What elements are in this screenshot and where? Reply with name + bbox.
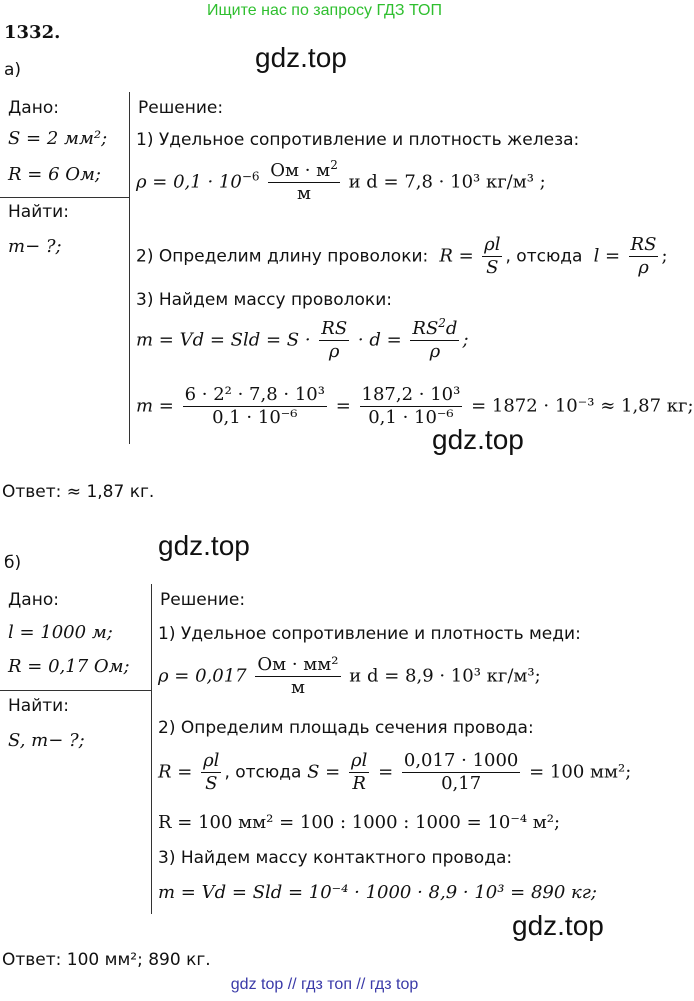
- divider-vertical: [151, 584, 152, 914]
- unit-conversion: R = 100 мм² = 100 : 1000 : 1000 = 10⁻⁴ м²;: [158, 812, 561, 833]
- watermark: gdz.top: [432, 424, 524, 455]
- mass-calculation: m = Vd = Sld = 10⁻⁴ · 1000 · 8,9 · 10³ = 890 кг;: [158, 882, 597, 903]
- find-value: m− ?;: [8, 236, 62, 257]
- solution-step-3: 3) Найдем массу контактного провода:: [158, 848, 513, 868]
- answer-b: Ответ: 100 мм²; 890 кг.: [2, 950, 211, 970]
- given-resistance: R = 0,17 Ом;: [8, 656, 130, 677]
- find-value: S, m− ?;: [8, 730, 85, 751]
- solution-title: Решение:: [138, 98, 224, 118]
- mass-formula: m = Vd = Sld = S · $\frac{RS}{\rho}$ · d = $\frac{RS^2d}{\rho}$ ;: [136, 316, 469, 362]
- area-formula: R = $\frac{\rho l}{S}$ , отсюда S = $\frac{\rho l}{R}$ = $\frac{0,017 \cdot 1000}{0,17}$ = 100 мм²;: [158, 750, 632, 794]
- part-b-label: б): [4, 553, 22, 573]
- solution-step-1: 1) Удельное сопротивление и плотность железа:: [136, 130, 580, 150]
- problem-number: 1332.: [4, 22, 61, 43]
- answer-a: Ответ: ≈ 1,87 кг.: [2, 482, 155, 502]
- divider-vertical: [129, 92, 130, 444]
- footer-links: gdz top // гдз топ // гдз top: [230, 976, 419, 993]
- find-title: Найти:: [8, 696, 69, 716]
- given-length: l = 1000 м;: [8, 622, 113, 643]
- solution-step-2: 2) Определим площадь сечения провода:: [158, 718, 534, 738]
- search-banner: Ищите нас по запросу ГДЗ ТОП: [207, 2, 442, 19]
- part-a-label: а): [4, 60, 22, 80]
- solution-step-2: 2) Определим длину проволоки: R = $\frac{\rho l}{S}$ , отсюда l = $\frac{RS}{\rho}$ ;: [136, 234, 668, 278]
- watermark: gdz.top: [158, 530, 250, 561]
- divider-horizontal: [0, 197, 130, 198]
- watermark: gdz.top: [255, 42, 347, 73]
- solution-step-1: 1) Удельное сопротивление и плотность меди:: [158, 624, 581, 644]
- given-title: Дано:: [8, 98, 59, 118]
- solution-step-3: 3) Найдем массу проволоки:: [136, 290, 392, 310]
- find-title: Найти:: [8, 202, 69, 222]
- watermark: gdz.top: [512, 910, 604, 941]
- given-title: Дано:: [8, 590, 59, 610]
- resistivity-formula: $\rho = 0,1 \cdot 10^{-6}$ $\frac{Ом \cdot м^2}{м}$ и d = 7,8 · 10³ кг/м³ ;: [136, 158, 546, 204]
- given-area: S = 2 мм²;: [8, 128, 108, 149]
- solution-title: Решение:: [160, 590, 246, 610]
- mass-calculation: m = $\frac{\text{6 · 2² · 7,8 · 10³}}{\text{0,1 · 10⁻⁶}}$ = $\frac{\text{187,2 · 10³}}{\text{0,1 · 10⁻⁶}}$ = 1872 · 10⁻³ ≈ 1,87 кг;: [136, 384, 694, 428]
- given-resistance: R = 6 Ом;: [8, 164, 101, 185]
- divider-horizontal: [0, 690, 152, 691]
- resistivity-formula: ρ = 0,017 $\frac{\text{Ом · мм²}}{м}$ и d = 8,9 · 10³ кг/м³;: [158, 654, 541, 698]
